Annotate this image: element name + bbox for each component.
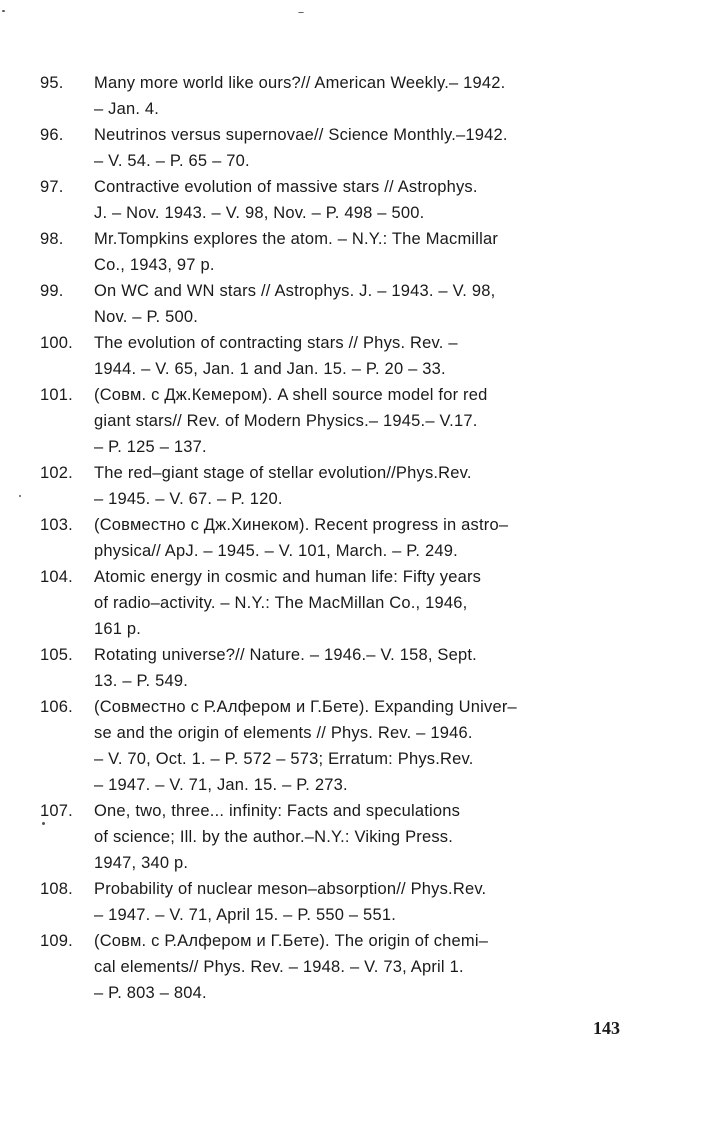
bibliography-entry [40,174,630,226]
entry-text-line: 1947, 340 p. [94,854,189,872]
entry-text-line: physica// ApJ. – 1945. – V. 101, March. – P. 249. [94,542,458,560]
entry-text-line: Atomic energy in cosmic and human life: Fifty years [94,568,482,586]
entry-text-line: – 1947. – V. 71, Jan. 15. – P. 273. [94,776,348,794]
entry-text-line: se and the origin of elements // Phys. Rev. – 1946. [94,724,473,742]
entry-text-line: – 1947. – V. 71, April 15. – P. 550 – 551. [94,906,396,924]
entry-number: 109. [40,932,73,950]
entry-text-line: Co., 1943, 97 p. [94,256,215,274]
entry-text-line: 161 p. [94,620,142,638]
bibliography-entry [40,564,630,642]
entry-text-line: J. – Nov. 1943. – V. 98, Nov. – P. 498 – 500. [94,204,425,222]
entry-number: 96. [40,126,64,144]
entry-number: 97. [40,178,64,196]
entry-text-line: Rotating universe?// Nature. – 1946.– V. 158, Sept. [94,646,477,664]
entry-text-line: of science; Ill. by the author.–N.Y.: Viking Press. [94,828,454,846]
bibliography-entry [40,460,630,512]
bibliography-entry [40,512,630,564]
entry-number: 107. [40,802,73,820]
entry-text-line: – Jan. 4. [94,100,160,118]
entry-text-line: (Совм. с Дж.Кемером). A shell source model for red [94,386,488,404]
entry-number: 98. [40,230,64,248]
page-number: 143 [593,1018,620,1038]
entry-number: 103. [40,516,73,534]
entry-text-line: – 1945. – V. 67. – P. 120. [94,490,283,508]
bibliography-entry [40,928,630,1006]
entry-text-line: 1944. – V. 65, Jan. 1 and Jan. 15. – P. 20 – 33. [94,360,446,378]
entry-number: 104. [40,568,73,586]
entry-text-line: Probability of nuclear meson–absorption// Phys.Rev. [94,880,487,898]
bibliography-entry [40,122,630,174]
scan-speck [19,495,21,497]
entry-number: 100. [40,334,73,352]
entry-text-line: Neutrinos versus supernovae// Science Monthly.–1942. [94,126,508,144]
entry-number: 106. [40,698,73,716]
bibliography-list [40,70,630,1006]
entry-text-line: giant stars// Rev. of Modern Physics.– 1945.– V.17. [94,412,478,430]
entry-text-line: The red–giant stage of stellar evolution//Phys.Rev. [94,464,472,482]
entry-text-line: Nov. – P. 500. [94,308,199,326]
bibliography-entry [40,798,630,876]
scan-speck [2,10,5,12]
entry-number: 102. [40,464,73,482]
bibliography-entry [40,876,630,928]
entry-text-line: 13. – P. 549. [94,672,189,690]
entry-text-line: (Совместно с Р.Алфером и Г.Бете). Expanding Univer– [94,698,517,716]
entry-text-line: The evolution of contracting stars // Phys. Rev. – [94,334,458,352]
scan-speck [298,12,304,13]
entry-text-line: Many more world like ours?// American Weekly.– 1942. [94,74,506,92]
entry-number: 108. [40,880,73,898]
bibliography-entry [40,70,630,122]
entry-text-line: (Совместно с Дж.Хинеком). Recent progress in astro– [94,516,509,534]
entry-text-line: One, two, three... infinity: Facts and speculations [94,802,461,820]
entry-text-line: On WC and WN stars // Astrophys. J. – 1943. – V. 98, [94,282,496,300]
bibliography-entry [40,382,630,460]
bibliography-entry [40,694,630,798]
bibliography-entry [40,278,630,330]
entry-text-line: – V. 70, Oct. 1. – P. 572 – 573; Erratum: Phys.Rev. [94,750,474,768]
entry-number: 105. [40,646,73,664]
entry-text-line: (Совм. с Р.Алфером и Г.Бете). The origin of chemi– [94,932,489,950]
bibliography-entry [40,226,630,278]
entry-text-line: – V. 54. – P. 65 – 70. [94,152,250,170]
bibliography-entry [40,330,630,382]
entry-text-line: of radio–activity. – N.Y.: The MacMillan Co., 1946, [94,594,468,612]
entry-text-line: cal elements// Phys. Rev. – 1948. – V. 73, April 1. [94,958,464,976]
entry-text-line: Mr.Tompkins explores the atom. – N.Y.: The Macmillar [94,230,499,248]
entry-number: 101. [40,386,73,404]
entry-text-line: Contractive evolution of massive stars // Astrophys. [94,178,478,196]
entry-text-line: – P. 125 – 137. [94,438,207,456]
entry-number: 95. [40,74,64,92]
entry-text-line: – P. 803 – 804. [94,984,207,1002]
entry-number: 99. [40,282,64,300]
bibliography-entry [40,642,630,694]
